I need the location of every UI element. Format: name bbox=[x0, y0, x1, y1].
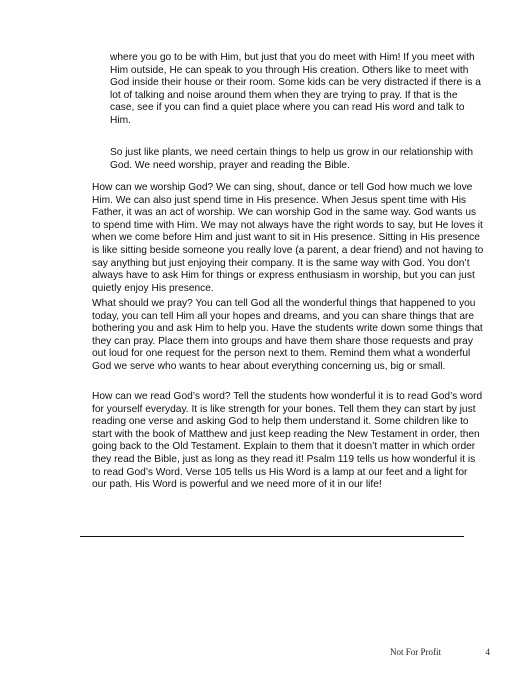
footer-label: Not For Profit bbox=[390, 647, 442, 657]
paragraph-prayer: What should we pray? You can tell God all the wonderful things that happened to you today, you can tell Him all your hopes and dreams, and you can share things that are bothering you and ask Him to help you. Have the students write down some things that they can pray. Place them into groups and have them share those requests and pray out loud for one request for the person next to them. Remind them what a wonderful God we serve who wants to hear about everything concerning us, big or small. bbox=[92, 298, 483, 372]
paragraph-reading-word: How can we read God’s word? Tell the students how wonderful it is to read God’s word for yourself everyday. It is like strength for your bones. Tell them they can start by just reading one verse and asking God to help them understand it. Some children like to start with the book of Matthew and just keep reading the New Testament in order, then going back to the Old Testament. Explain to them that it doesn’t matter in which order they read the Bible, just as long as they read it! Psalm 119 tells us how wonderful it is to read God’s Word. Verse 105 tells us His Word is a lamp at our feet and a light for our path. His Word is powerful and we need more of it in our life! bbox=[92, 391, 483, 491]
paragraph-meeting-place: where you go to be with Him, but just that you do meet with Him! If you meet with Him outside, He can speak to you through His creation. Others like to meet with God inside their house or their room. Some kids can be very distracted if there is a lot of talking and noise around them when they are trying to pray. If that is the case, see if you can find a quiet place where you can read His word and talk to Him. bbox=[110, 52, 481, 126]
page-footer bbox=[390, 647, 490, 657]
page-number: 4 bbox=[485, 647, 490, 657]
paragraph-growth-needs: So just like plants, we need certain things to help us grow in our relationship with God. We need worship, prayer and reading the Bible. bbox=[110, 147, 473, 171]
horizontal-divider bbox=[80, 536, 464, 537]
paragraph-worship: How can we worship God? We can sing, shout, dance or tell God how much we love Him. We can also just spend time in His presence. When Jesus spent time with His Father, it was an act of worship. We can worship God in the same way. God wants us to spend time with Him. We may not always have the right words to say, but He loves it when we come before Him and just want to sit in His presence. Sitting in His presence is like sitting beside someone you really love (a parent, a dear friend) and not having to say anything but just enjoying their company. It is the same way with God. You don’t always have to ask Him for things or express enthusiasm in worship, but you can just quietly enjoy His presence. bbox=[92, 182, 484, 294]
